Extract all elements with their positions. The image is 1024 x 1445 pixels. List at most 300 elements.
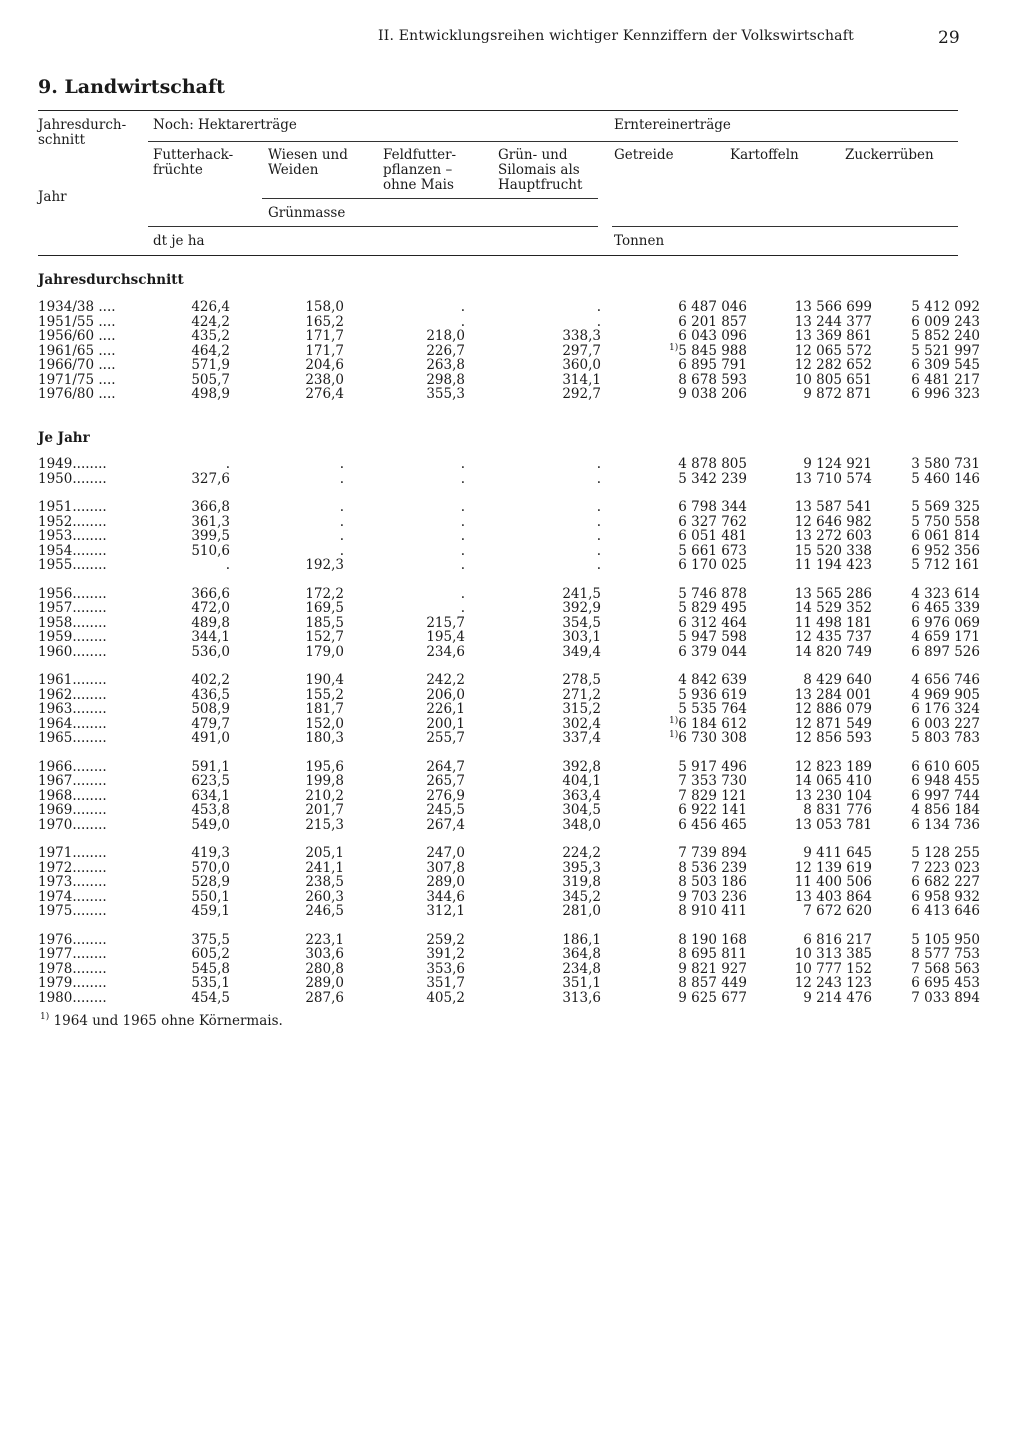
- cell-d: 360,0: [562, 357, 601, 373]
- cell-b: 158,0: [305, 299, 344, 315]
- cell-b: 171,7: [305, 328, 344, 344]
- cell-e: 8 857 449: [678, 975, 747, 991]
- stub-header: Jahresdurch- schnitt: [38, 117, 127, 148]
- cell-g: 7 223 023: [911, 859, 980, 876]
- group-header-left: Noch: Hektarerträge: [153, 117, 297, 133]
- cell-c: 215,7: [426, 614, 465, 631]
- cell-a: 375,5: [191, 931, 230, 948]
- cell-f: 13 710 574: [794, 470, 872, 487]
- row-label: 1934/38 ....: [38, 299, 116, 315]
- cell-d: 314,1: [562, 371, 601, 388]
- cell-d: 297,7: [562, 342, 601, 359]
- row-label: 1962........: [38, 686, 107, 703]
- cell-c: 276,9: [426, 787, 465, 804]
- cell-d: 392,9: [562, 600, 601, 616]
- cell-g: 3 580 731: [911, 456, 980, 472]
- footnote-ref: 1): [669, 715, 679, 726]
- cell-d: 304,5: [562, 802, 601, 818]
- cell-d: 303,1: [562, 629, 601, 645]
- cell-e: 6 487 046: [678, 299, 747, 315]
- table-row: [38, 803, 980, 818]
- cell-f: 11 194 423: [794, 557, 872, 573]
- cell-b: 185,5: [305, 614, 344, 631]
- col-header-wiesen: Wiesen und Weiden: [268, 147, 348, 178]
- cell-d: 345,2: [562, 888, 601, 905]
- cell-a: 535,1: [191, 975, 230, 991]
- table-row: [38, 976, 980, 991]
- cell-a: 508,9: [191, 701, 230, 717]
- row-label: 1978........: [38, 960, 107, 977]
- cell-a: 623,5: [191, 773, 230, 789]
- cell-d: 292,7: [562, 386, 601, 402]
- cell-b: 246,5: [305, 903, 344, 919]
- table-row: [38, 457, 980, 472]
- unit-rule-right: [612, 226, 958, 227]
- cell-a: 366,8: [191, 499, 230, 515]
- cell-g: 4 656 746: [911, 672, 980, 688]
- row-label: 1960........: [38, 643, 107, 660]
- cell-d: 337,4: [562, 730, 601, 746]
- table-row: [38, 587, 980, 602]
- cell-d: 241,5: [562, 585, 601, 602]
- cell-c: .: [460, 299, 465, 315]
- cell-e: 7 353 730: [678, 773, 747, 789]
- group-spacer: [38, 659, 980, 673]
- cell-e: 6 456 465: [678, 816, 747, 833]
- cell-g: 7 568 563: [911, 960, 980, 977]
- cell-e: 8 503 186: [678, 874, 747, 890]
- cell-a: 571,9: [191, 357, 230, 373]
- cell-f: 13 284 001: [794, 686, 872, 703]
- cell-d: 278,5: [562, 672, 601, 688]
- cell-f: 12 646 982: [794, 513, 872, 530]
- row-label: 1961/65 ....: [38, 342, 116, 359]
- cell-c: .: [460, 600, 465, 616]
- cell-f: 12 856 593: [794, 730, 872, 746]
- cell-d: 313,6: [562, 989, 601, 1006]
- cell-e: 5 829 495: [678, 600, 747, 616]
- cell-c: 312,1: [426, 903, 465, 919]
- unit-left: dt je ha: [153, 233, 205, 249]
- cell-d: 338,3: [562, 328, 601, 344]
- row-label: 1950........: [38, 470, 107, 487]
- cell-c: 255,7: [426, 730, 465, 746]
- cell-g: 5 750 558: [911, 513, 980, 530]
- cell-c: 298,8: [426, 371, 465, 388]
- cell-g: 4 856 184: [911, 802, 980, 818]
- footnote: [40, 1013, 283, 1029]
- cell-c: .: [460, 585, 465, 602]
- cell-a: 489,8: [191, 614, 230, 631]
- cell-e: 6 043 096: [678, 328, 747, 344]
- col-header-zuckerrueben: Zuckerrüben: [845, 147, 934, 163]
- cell-f: 13 565 286: [794, 585, 872, 602]
- cell-e: 6 201 857: [678, 313, 747, 330]
- gruenmasse-rule-top: [262, 198, 598, 199]
- cell-c: 355,3: [426, 386, 465, 402]
- cell-a: .: [225, 557, 230, 573]
- table-row: [38, 373, 980, 388]
- cell-d: 395,3: [562, 859, 601, 876]
- cell-g: 6 682 227: [911, 874, 980, 890]
- row-label: 1976........: [38, 931, 107, 948]
- cell-b: 238,5: [305, 874, 344, 890]
- table-row: [38, 846, 980, 861]
- table-row: [38, 947, 980, 962]
- row-label: 1963........: [38, 701, 107, 717]
- table-averages: [38, 300, 980, 402]
- row-label: 1958........: [38, 614, 107, 631]
- cell-e: 4 842 639: [678, 672, 747, 688]
- cell-b: 210,2: [305, 787, 344, 804]
- table-row: [38, 344, 980, 359]
- cell-f: 10 777 152: [794, 960, 872, 977]
- page-title: 9. Landwirtschaft: [38, 76, 225, 98]
- unit-rule-left: [148, 226, 598, 227]
- cell-g: 5 412 092: [911, 299, 980, 315]
- cell-f: 12 139 619: [794, 859, 872, 876]
- table-row: [38, 717, 980, 732]
- cell-c: .: [460, 499, 465, 515]
- cell-b: 223,1: [305, 931, 344, 948]
- cell-a: 361,3: [191, 513, 230, 530]
- cell-e: 8 536 239: [678, 859, 747, 876]
- cell-c: .: [460, 528, 465, 544]
- cell-f: 12 243 123: [794, 975, 872, 991]
- col-header-feldfutter: Feldfutter- pflanzen – ohne Mais: [383, 147, 457, 193]
- table-row: [38, 387, 980, 402]
- row-label: 1951........: [38, 499, 107, 515]
- cell-c: .: [460, 470, 465, 487]
- cell-g: 6 952 356: [911, 542, 980, 559]
- cell-d: 315,2: [562, 701, 601, 717]
- cell-b: 287,6: [305, 989, 344, 1006]
- cell-e: 5 535 764: [678, 701, 747, 717]
- table-row: [38, 991, 980, 1006]
- cell-f: 13 053 781: [794, 816, 872, 833]
- cell-c: 289,0: [426, 874, 465, 890]
- row-label: 1955........: [38, 557, 107, 573]
- table-row: [38, 962, 980, 977]
- cell-a: 344,1: [191, 629, 230, 645]
- cell-c: 263,8: [426, 357, 465, 373]
- cell-d: 404,1: [562, 773, 601, 789]
- cell-g: 5 852 240: [911, 328, 980, 344]
- table-row: [38, 731, 980, 746]
- cell-d: 392,8: [562, 758, 601, 775]
- cell-f: 11 498 181: [794, 614, 872, 631]
- cell-f: 13 244 377: [794, 313, 872, 330]
- table-row: [38, 601, 980, 616]
- cell-c: .: [460, 313, 465, 330]
- cell-c: 200,1: [426, 715, 465, 732]
- cell-b: 169,5: [305, 600, 344, 616]
- cell-e: 5 936 619: [678, 686, 747, 703]
- cell-d: 281,0: [562, 903, 601, 919]
- cell-a: 327,6: [191, 470, 230, 487]
- cell-g: 5 803 783: [911, 730, 980, 746]
- cell-e: 6 922 141: [678, 802, 747, 818]
- cell-b: 155,2: [305, 686, 344, 703]
- cell-f: 9 411 645: [803, 845, 872, 861]
- row-label: 1967........: [38, 773, 107, 789]
- cell-g: 6 176 324: [911, 701, 980, 717]
- group-rule: [148, 141, 958, 142]
- cell-a: 498,9: [191, 386, 230, 402]
- cell-f: 13 369 861: [794, 328, 872, 344]
- cell-g: 5 460 146: [911, 470, 980, 487]
- cell-g: 6 481 217: [911, 371, 980, 388]
- cell-f: 13 587 541: [794, 499, 872, 515]
- group-spacer: [38, 919, 980, 933]
- cell-a: 479,7: [191, 715, 230, 732]
- cell-g: 4 969 905: [911, 686, 980, 703]
- cell-b: 179,0: [305, 643, 344, 660]
- cell-e: 6 379 044: [678, 643, 747, 660]
- row-label: 1949........: [38, 456, 107, 472]
- cell-e: 7 739 894: [678, 845, 747, 861]
- table-row: [38, 300, 980, 315]
- cell-d: .: [596, 557, 601, 573]
- cell-a: .: [225, 456, 230, 472]
- row-label: 1970........: [38, 816, 107, 833]
- cell-e: 6 170 025: [678, 557, 747, 573]
- cell-e: 6 312 464: [678, 614, 747, 631]
- cell-f: 12 871 549: [794, 715, 872, 732]
- cell-f: 6 816 217: [803, 931, 872, 948]
- cell-e: 8 190 168: [678, 931, 747, 948]
- cell-b: 280,8: [305, 960, 344, 977]
- section-heading-avg: Jahresdurchschnitt: [38, 272, 184, 288]
- cell-a: 426,4: [191, 299, 230, 315]
- row-label: 1966/70 ....: [38, 357, 116, 373]
- cell-c: 234,6: [426, 643, 465, 660]
- cell-b: 152,0: [305, 715, 344, 732]
- cell-b: 199,8: [305, 773, 344, 789]
- page-number: 29: [938, 28, 960, 48]
- cell-d: .: [596, 470, 601, 487]
- cell-b: .: [339, 528, 344, 544]
- cell-b: 238,0: [305, 371, 344, 388]
- cell-b: 165,2: [305, 313, 344, 330]
- cell-f: 12 823 189: [794, 758, 872, 775]
- cell-b: 195,6: [305, 758, 344, 775]
- cell-b: .: [339, 456, 344, 472]
- cell-d: 302,4: [562, 715, 601, 732]
- table-row: [38, 645, 980, 660]
- cell-g: 6 948 455: [911, 773, 980, 789]
- unit-right: Tonnen: [614, 233, 665, 249]
- cell-b: 181,7: [305, 701, 344, 717]
- table-row: [38, 904, 980, 919]
- cell-b: 192,3: [305, 557, 344, 573]
- table-head-bottom-rule: [38, 255, 958, 256]
- cell-f: 8 831 776: [803, 802, 872, 818]
- row-label: 1966........: [38, 758, 107, 775]
- row-label: 1969........: [38, 802, 107, 818]
- table-row: [38, 890, 980, 905]
- cell-g: 7 033 894: [911, 989, 980, 1006]
- cell-g: 6 996 323: [911, 386, 980, 402]
- cell-c: 242,2: [426, 672, 465, 688]
- col-header-getreide: Getreide: [614, 147, 674, 163]
- cell-a: 453,8: [191, 802, 230, 818]
- footnote-text: 1964 und 1965 ohne Körnermais.: [53, 1013, 283, 1029]
- cell-e: 9 703 236: [678, 888, 747, 905]
- table-row: [38, 702, 980, 717]
- cell-c: 259,2: [426, 931, 465, 948]
- cell-f: 13 230 104: [794, 787, 872, 804]
- cell-f: 14 529 352: [794, 600, 872, 616]
- cell-f: 13 566 699: [794, 299, 872, 315]
- cell-c: 405,2: [426, 989, 465, 1006]
- row-label: 1957........: [38, 600, 107, 616]
- cell-b: 205,1: [305, 845, 344, 861]
- cell-a: 536,0: [191, 643, 230, 660]
- row-label: 1953........: [38, 528, 107, 544]
- cell-g: 6 009 243: [911, 313, 980, 330]
- cell-a: 399,5: [191, 528, 230, 544]
- cell-g: 5 521 997: [911, 342, 980, 359]
- cell-c: 391,2: [426, 946, 465, 962]
- row-label: 1965........: [38, 730, 107, 746]
- cell-f: 13 403 864: [794, 888, 872, 905]
- cell-a: 472,0: [191, 600, 230, 616]
- cell-b: 260,3: [305, 888, 344, 905]
- group-header-right: Erntereinerträge: [614, 117, 731, 133]
- cell-b: 171,7: [305, 342, 344, 359]
- cell-b: 201,7: [305, 802, 344, 818]
- cell-a: 591,1: [191, 758, 230, 775]
- cell-g: 6 413 646: [911, 903, 980, 919]
- cell-a: 402,2: [191, 672, 230, 688]
- row-label: 1954........: [38, 542, 107, 559]
- cell-f: 13 272 603: [794, 528, 872, 544]
- cell-g: 6 897 526: [911, 643, 980, 660]
- cell-f: 10 805 651: [794, 371, 872, 388]
- stub-header-year: Jahr: [38, 189, 67, 205]
- cell-b: .: [339, 542, 344, 559]
- row-label: 1959........: [38, 629, 107, 645]
- row-label: 1964........: [38, 715, 107, 732]
- cell-c: 264,7: [426, 758, 465, 775]
- cell-g: 5 128 255: [911, 845, 980, 861]
- group-spacer: [38, 573, 980, 587]
- cell-g: 6 695 453: [911, 975, 980, 991]
- cell-d: 271,2: [562, 686, 601, 703]
- table-row: [38, 358, 980, 373]
- table-row: [38, 500, 980, 515]
- table-row: [38, 774, 980, 789]
- cell-g: 6 958 932: [911, 888, 980, 905]
- cell-e: 6 895 791: [678, 357, 747, 373]
- table-row: [38, 875, 980, 890]
- footnote-ref: 1): [669, 342, 679, 353]
- table-row: [38, 688, 980, 703]
- cell-e: 6 051 481: [678, 528, 747, 544]
- cell-a: 419,3: [191, 845, 230, 861]
- cell-f: 12 886 079: [794, 701, 872, 717]
- cell-a: 570,0: [191, 859, 230, 876]
- cell-g: 5 569 325: [911, 499, 980, 515]
- row-label: 1972........: [38, 859, 107, 876]
- cell-c: 247,0: [426, 845, 465, 861]
- cell-b: 289,0: [305, 975, 344, 991]
- sub-header-gruenmasse: Grünmasse: [268, 205, 346, 221]
- cell-c: .: [460, 513, 465, 530]
- cell-e: 9 821 927: [678, 960, 747, 977]
- cell-c: 218,0: [426, 328, 465, 344]
- cell-a: 605,2: [191, 946, 230, 962]
- cell-a: 634,1: [191, 787, 230, 804]
- table-row: [38, 529, 980, 544]
- cell-f: 9 124 921: [803, 456, 872, 472]
- row-label: 1956........: [38, 585, 107, 602]
- cell-f: 12 435 737: [794, 629, 872, 645]
- row-label: 1979........: [38, 975, 107, 991]
- cell-e: $^{1)}$6 730 308: [669, 730, 747, 746]
- cell-a: 528,9: [191, 874, 230, 890]
- cell-d: 354,5: [562, 614, 601, 631]
- cell-g: 6 997 744: [911, 787, 980, 804]
- row-label: 1951/55 ....: [38, 313, 116, 330]
- cell-g: 4 659 171: [911, 629, 980, 645]
- cell-d: .: [596, 499, 601, 515]
- row-label: 1973........: [38, 874, 107, 890]
- cell-d: 234,8: [562, 960, 601, 977]
- cell-c: .: [460, 542, 465, 559]
- group-spacer: [38, 746, 980, 760]
- cell-e: $^{1)}$6 184 612: [669, 715, 747, 732]
- cell-d: .: [596, 513, 601, 530]
- cell-f: 15 520 338: [794, 542, 872, 559]
- cell-a: 424,2: [191, 313, 230, 330]
- table-row: [38, 616, 980, 631]
- table-row: [38, 315, 980, 330]
- cell-f: 10 313 385: [794, 946, 872, 962]
- cell-b: 276,4: [305, 386, 344, 402]
- cell-e: 6 798 344: [678, 499, 747, 515]
- cell-e: 5 661 673: [678, 542, 747, 559]
- row-label: 1968........: [38, 787, 107, 804]
- cell-d: .: [596, 528, 601, 544]
- cell-d: .: [596, 456, 601, 472]
- table-top-rule: [38, 110, 958, 111]
- cell-g: 4 323 614: [911, 585, 980, 602]
- table-row: [38, 861, 980, 876]
- cell-a: 454,5: [191, 989, 230, 1006]
- table-row: [38, 472, 980, 487]
- group-spacer: [38, 832, 980, 846]
- cell-d: 348,0: [562, 816, 601, 833]
- cell-e: $^{1)}$5 845 988: [669, 342, 747, 359]
- cell-d: 351,1: [562, 975, 601, 991]
- cell-f: 14 065 410: [794, 773, 872, 789]
- cell-f: 7 672 620: [803, 903, 872, 919]
- cell-e: 5 342 239: [678, 470, 747, 487]
- cell-c: .: [460, 557, 465, 573]
- cell-c: 245,5: [426, 802, 465, 818]
- footnote-mark: 1): [40, 1012, 50, 1022]
- row-label: 1952........: [38, 513, 107, 530]
- cell-c: .: [460, 456, 465, 472]
- col-header-kartoffeln: Kartoffeln: [730, 147, 799, 163]
- cell-e: 8 695 811: [678, 946, 747, 962]
- cell-c: 351,7: [426, 975, 465, 991]
- row-label: 1956/60 ....: [38, 328, 116, 344]
- cell-e: 5 947 598: [678, 629, 747, 645]
- cell-c: 206,0: [426, 686, 465, 703]
